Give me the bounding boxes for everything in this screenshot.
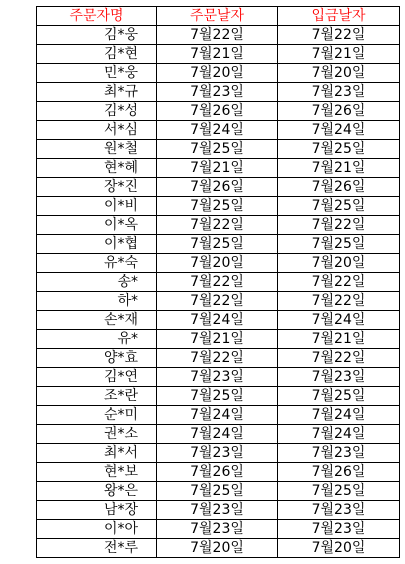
order-date-cell: 7월23일	[157, 444, 278, 463]
orderer-name-cell: 최*서	[37, 444, 157, 463]
deposit-date-cell: 7월25일	[278, 235, 400, 254]
deposit-date-cell: 7월25일	[278, 387, 400, 406]
table-row	[37, 197, 400, 216]
order-date-cell: 7월24일	[157, 311, 278, 330]
orderer-name-cell: 최*규	[37, 83, 157, 102]
order-date-cell: 7월25일	[157, 140, 278, 159]
order-date-cell: 7월23일	[157, 520, 278, 539]
deposit-date-cell: 7월26일	[278, 463, 400, 482]
table-row	[37, 292, 400, 311]
order-date-cell: 7월26일	[157, 102, 278, 121]
orderer-name-cell: 송*	[37, 273, 157, 292]
order-date-cell: 7월23일	[157, 501, 278, 520]
orderer-name-cell: 서*심	[37, 121, 157, 140]
order-date-cell: 7월25일	[157, 482, 278, 501]
deposit-date-cell: 7월23일	[278, 368, 400, 387]
order-date-cell: 7월22일	[157, 292, 278, 311]
orderer-name-cell: 장*진	[37, 178, 157, 197]
table-row	[37, 26, 400, 45]
orderer-name-cell: 유*숙	[37, 254, 157, 273]
orderer-name-cell: 유*	[37, 330, 157, 349]
table-row	[37, 311, 400, 330]
deposit-date-cell: 7월23일	[278, 501, 400, 520]
table-row	[37, 83, 400, 102]
orderer-name-cell: 김*성	[37, 102, 157, 121]
order-date-cell: 7월24일	[157, 425, 278, 444]
orderer-name-cell: 남*장	[37, 501, 157, 520]
table-row	[37, 121, 400, 140]
table-row	[37, 368, 400, 387]
order-date-cell: 7월21일	[157, 330, 278, 349]
deposit-date-cell: 7월22일	[278, 349, 400, 368]
orderer-name-cell: 이*옥	[37, 216, 157, 235]
orderer-name-cell: 전*루	[37, 539, 157, 558]
order-deposit-table	[36, 6, 400, 558]
deposit-date-cell: 7월24일	[278, 311, 400, 330]
orderer-name-cell: 현*혜	[37, 159, 157, 178]
order-date-cell: 7월21일	[157, 159, 278, 178]
table-header	[37, 7, 400, 26]
table-row	[37, 102, 400, 121]
deposit-date-cell: 7월25일	[278, 197, 400, 216]
table-row	[37, 539, 400, 558]
deposit-date-cell: 7월21일	[278, 159, 400, 178]
order-date-cell: 7월21일	[157, 45, 278, 64]
deposit-date-cell: 7월22일	[278, 273, 400, 292]
header-order-date: 주문날자	[157, 7, 278, 26]
deposit-date-cell: 7월20일	[278, 64, 400, 83]
orderer-name-cell: 권*소	[37, 425, 157, 444]
table-row	[37, 178, 400, 197]
orderer-name-cell: 조*란	[37, 387, 157, 406]
order-date-cell: 7월25일	[157, 235, 278, 254]
orderer-name-cell: 민*웅	[37, 64, 157, 83]
table-row	[37, 349, 400, 368]
header-row	[37, 7, 400, 26]
table-row	[37, 482, 400, 501]
table-row	[37, 45, 400, 64]
deposit-date-cell: 7월22일	[278, 292, 400, 311]
order-date-cell: 7월20일	[157, 64, 278, 83]
table-row	[37, 330, 400, 349]
deposit-date-cell: 7월26일	[278, 178, 400, 197]
table-row	[37, 140, 400, 159]
orderer-name-cell: 양*효	[37, 349, 157, 368]
orderer-name-cell: 이*아	[37, 520, 157, 539]
order-date-cell: 7월24일	[157, 406, 278, 425]
deposit-date-cell: 7월20일	[278, 539, 400, 558]
order-date-cell: 7월22일	[157, 273, 278, 292]
order-date-cell: 7월24일	[157, 121, 278, 140]
table-row	[37, 406, 400, 425]
deposit-date-cell: 7월21일	[278, 45, 400, 64]
table-row	[37, 235, 400, 254]
table-body	[37, 26, 400, 558]
deposit-date-cell: 7월22일	[278, 216, 400, 235]
orderer-name-cell: 왕*은	[37, 482, 157, 501]
order-date-cell: 7월23일	[157, 83, 278, 102]
table-row	[37, 444, 400, 463]
deposit-date-cell: 7월26일	[278, 102, 400, 121]
header-orderer-name: 주문자명	[37, 7, 157, 26]
table-row	[37, 387, 400, 406]
table-row	[37, 425, 400, 444]
deposit-date-cell: 7월20일	[278, 254, 400, 273]
order-date-cell: 7월26일	[157, 463, 278, 482]
deposit-date-cell: 7월24일	[278, 406, 400, 425]
deposit-date-cell: 7월24일	[278, 425, 400, 444]
orderer-name-cell: 하*	[37, 292, 157, 311]
table-row	[37, 216, 400, 235]
table-row	[37, 520, 400, 539]
order-date-cell: 7월26일	[157, 178, 278, 197]
deposit-date-cell: 7월24일	[278, 121, 400, 140]
deposit-date-cell: 7월23일	[278, 444, 400, 463]
order-date-cell: 7월25일	[157, 387, 278, 406]
order-date-cell: 7월22일	[157, 26, 278, 45]
table-row	[37, 273, 400, 292]
deposit-date-cell: 7월23일	[278, 520, 400, 539]
deposit-date-cell: 7월21일	[278, 330, 400, 349]
deposit-date-cell: 7월25일	[278, 482, 400, 501]
orderer-name-cell: 손*재	[37, 311, 157, 330]
order-date-cell: 7월25일	[157, 197, 278, 216]
orderer-name-cell: 이*비	[37, 197, 157, 216]
deposit-date-cell: 7월22일	[278, 26, 400, 45]
orderer-name-cell: 김*웅	[37, 26, 157, 45]
deposit-date-cell: 7월25일	[278, 140, 400, 159]
orderer-name-cell: 김*연	[37, 368, 157, 387]
order-date-cell: 7월23일	[157, 368, 278, 387]
orderer-name-cell: 현*보	[37, 463, 157, 482]
orderer-name-cell: 이*협	[37, 235, 157, 254]
order-date-cell: 7월22일	[157, 349, 278, 368]
header-deposit-date: 입금날자	[278, 7, 400, 26]
order-date-cell: 7월20일	[157, 254, 278, 273]
table-row	[37, 159, 400, 178]
orderer-name-cell: 순*미	[37, 406, 157, 425]
deposit-date-cell: 7월23일	[278, 83, 400, 102]
table-row	[37, 501, 400, 520]
order-date-cell: 7월22일	[157, 216, 278, 235]
order-date-cell: 7월20일	[157, 539, 278, 558]
table-row	[37, 463, 400, 482]
orderer-name-cell: 김*현	[37, 45, 157, 64]
orderer-name-cell: 원*철	[37, 140, 157, 159]
table-row	[37, 254, 400, 273]
table-row	[37, 64, 400, 83]
